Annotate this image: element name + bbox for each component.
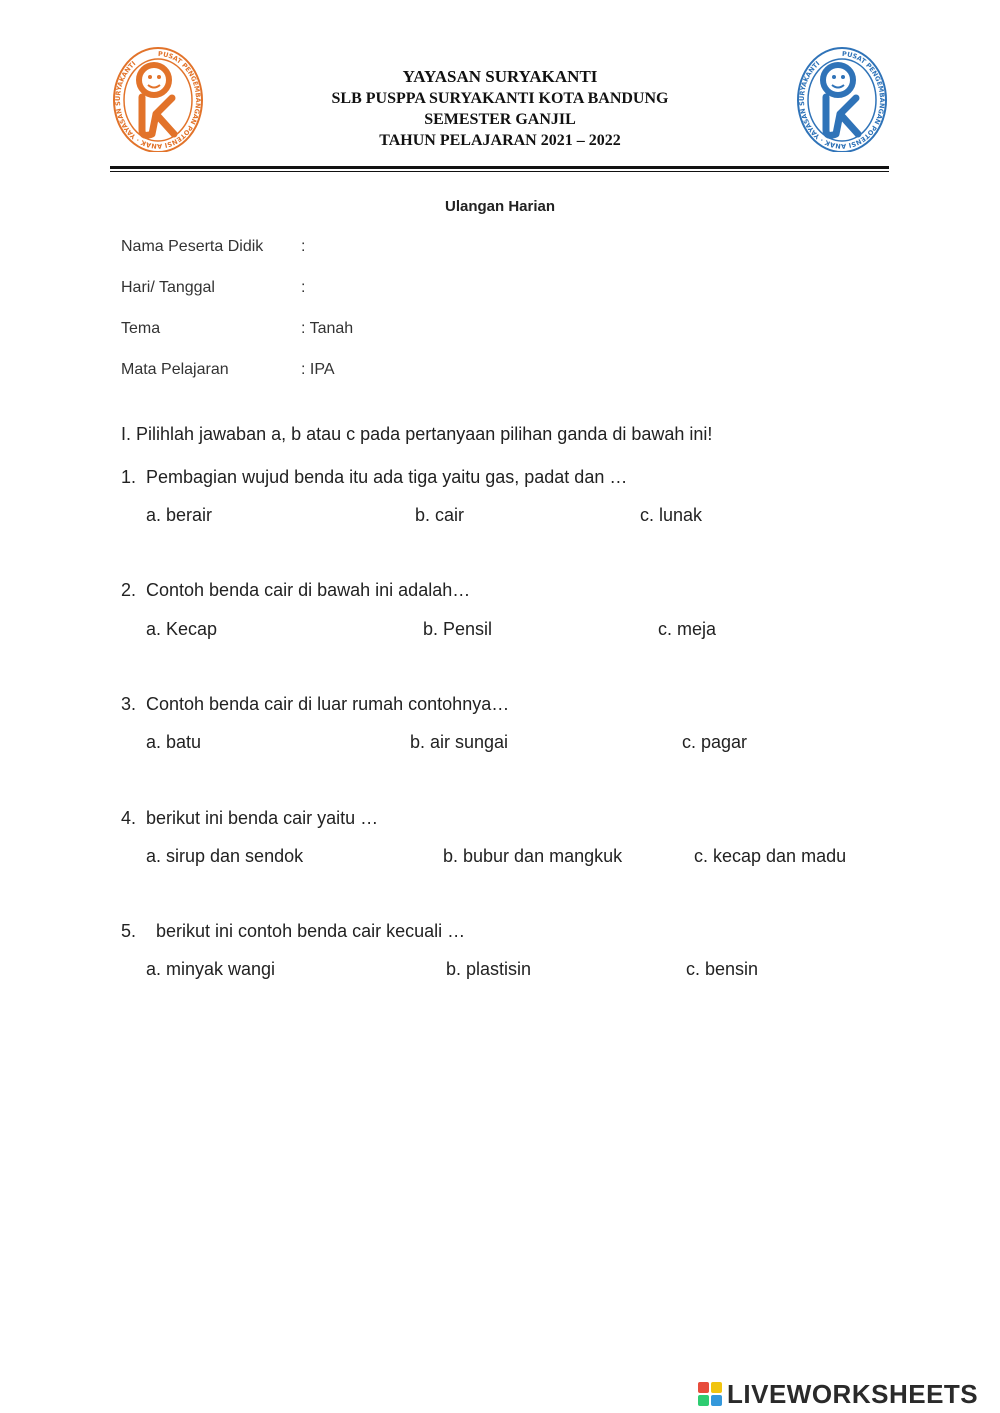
question-2-option-b[interactable]: b. Pensil bbox=[423, 619, 493, 639]
school-logo-right-icon bbox=[796, 42, 888, 152]
question-2-option-a[interactable]: a. Kecap bbox=[146, 619, 218, 639]
question-3-option-c[interactable]: c. pagar bbox=[682, 732, 748, 752]
question-4-option-c[interactable]: c. kecap dan madu bbox=[694, 846, 847, 866]
question-4-text: berikut ini benda cair yaitu … bbox=[146, 808, 379, 828]
letterhead bbox=[250, 66, 750, 151]
foundation-name: YAYASAN SURYAKANTI bbox=[402, 67, 598, 86]
question-1-option-c[interactable]: c. lunak bbox=[640, 505, 703, 525]
question-4-option-b[interactable]: b. bubur dan mangkuk bbox=[443, 846, 623, 866]
question-2-number: 2. bbox=[121, 580, 137, 600]
header-divider-thick bbox=[110, 166, 889, 169]
question-5-option-a[interactable]: a. minyak wangi bbox=[146, 959, 276, 979]
info-label-name: Nama Peserta Didik bbox=[121, 238, 264, 255]
info-value-theme: : Tanah bbox=[301, 320, 354, 337]
academic-year: TAHUN PELAJARAN 2021 – 2022 bbox=[379, 132, 621, 149]
question-1-text: Pembagian wujud benda itu ada tiga yaitu gas, padat dan … bbox=[146, 467, 628, 487]
logo-left-ring-text: PUSAT PENGEMBANGAN POTENSI ANAK · YAYASAN SURYAKANTI bbox=[113, 49, 202, 151]
question-1-option-b[interactable]: b. cair bbox=[415, 505, 465, 525]
question-5-option-b[interactable]: b. plastisin bbox=[446, 959, 532, 979]
logo-right-ring-text: PUSAT PENGEMBANGAN POTENSI ANAK · YAYASAN SURYAKANTI bbox=[797, 49, 886, 151]
school-logo-left-icon bbox=[112, 42, 204, 152]
question-2-text: Contoh benda cair di bawah ini adalah… bbox=[146, 580, 471, 600]
liveworksheets-brand[interactable] bbox=[697, 1378, 978, 1410]
question-1-number: 1. bbox=[121, 467, 137, 487]
liveworksheets-logo-icon bbox=[697, 1381, 723, 1407]
question-3-number: 3. bbox=[121, 694, 137, 714]
info-value-date[interactable]: : bbox=[301, 279, 306, 296]
question-3-option-a[interactable]: a. batu bbox=[146, 732, 202, 752]
info-label-theme: Tema bbox=[121, 320, 161, 337]
instruction-text: I. Pilihlah jawaban a, b atau c pada pertanyaan pilihan ganda di bawah ini! bbox=[121, 424, 713, 444]
question-4-option-a[interactable]: a. sirup dan sendok bbox=[146, 846, 304, 866]
info-label-date: Hari/ Tanggal bbox=[121, 279, 215, 296]
school-name: SLB PUSPPA SURYAKANTI KOTA BANDUNG bbox=[331, 90, 669, 107]
info-value-subject: : IPA bbox=[301, 361, 335, 378]
question-3-text: Contoh benda cair di luar rumah contohnya… bbox=[146, 694, 510, 714]
question-5-number: 5. bbox=[121, 921, 137, 941]
info-label-subject: Mata Pelajaran bbox=[121, 361, 229, 378]
semester: SEMESTER GANJIL bbox=[424, 111, 576, 128]
liveworksheets-wordmark: LIVEWORKSHEETS bbox=[727, 1378, 979, 1409]
question-2-option-c[interactable]: c. meja bbox=[658, 619, 717, 639]
question-4-number: 4. bbox=[121, 808, 137, 828]
page-title: Ulangan Harian bbox=[444, 198, 556, 215]
question-5-text: berikut ini contoh benda cair kecuali … bbox=[156, 921, 466, 941]
question-1-option-a[interactable]: a. berair bbox=[146, 505, 213, 525]
question-5-option-c[interactable]: c. bensin bbox=[686, 959, 759, 979]
question-3-option-b[interactable]: b. air sungai bbox=[410, 732, 509, 752]
info-value-name[interactable]: : bbox=[301, 238, 306, 255]
header-divider-thin bbox=[110, 171, 889, 172]
